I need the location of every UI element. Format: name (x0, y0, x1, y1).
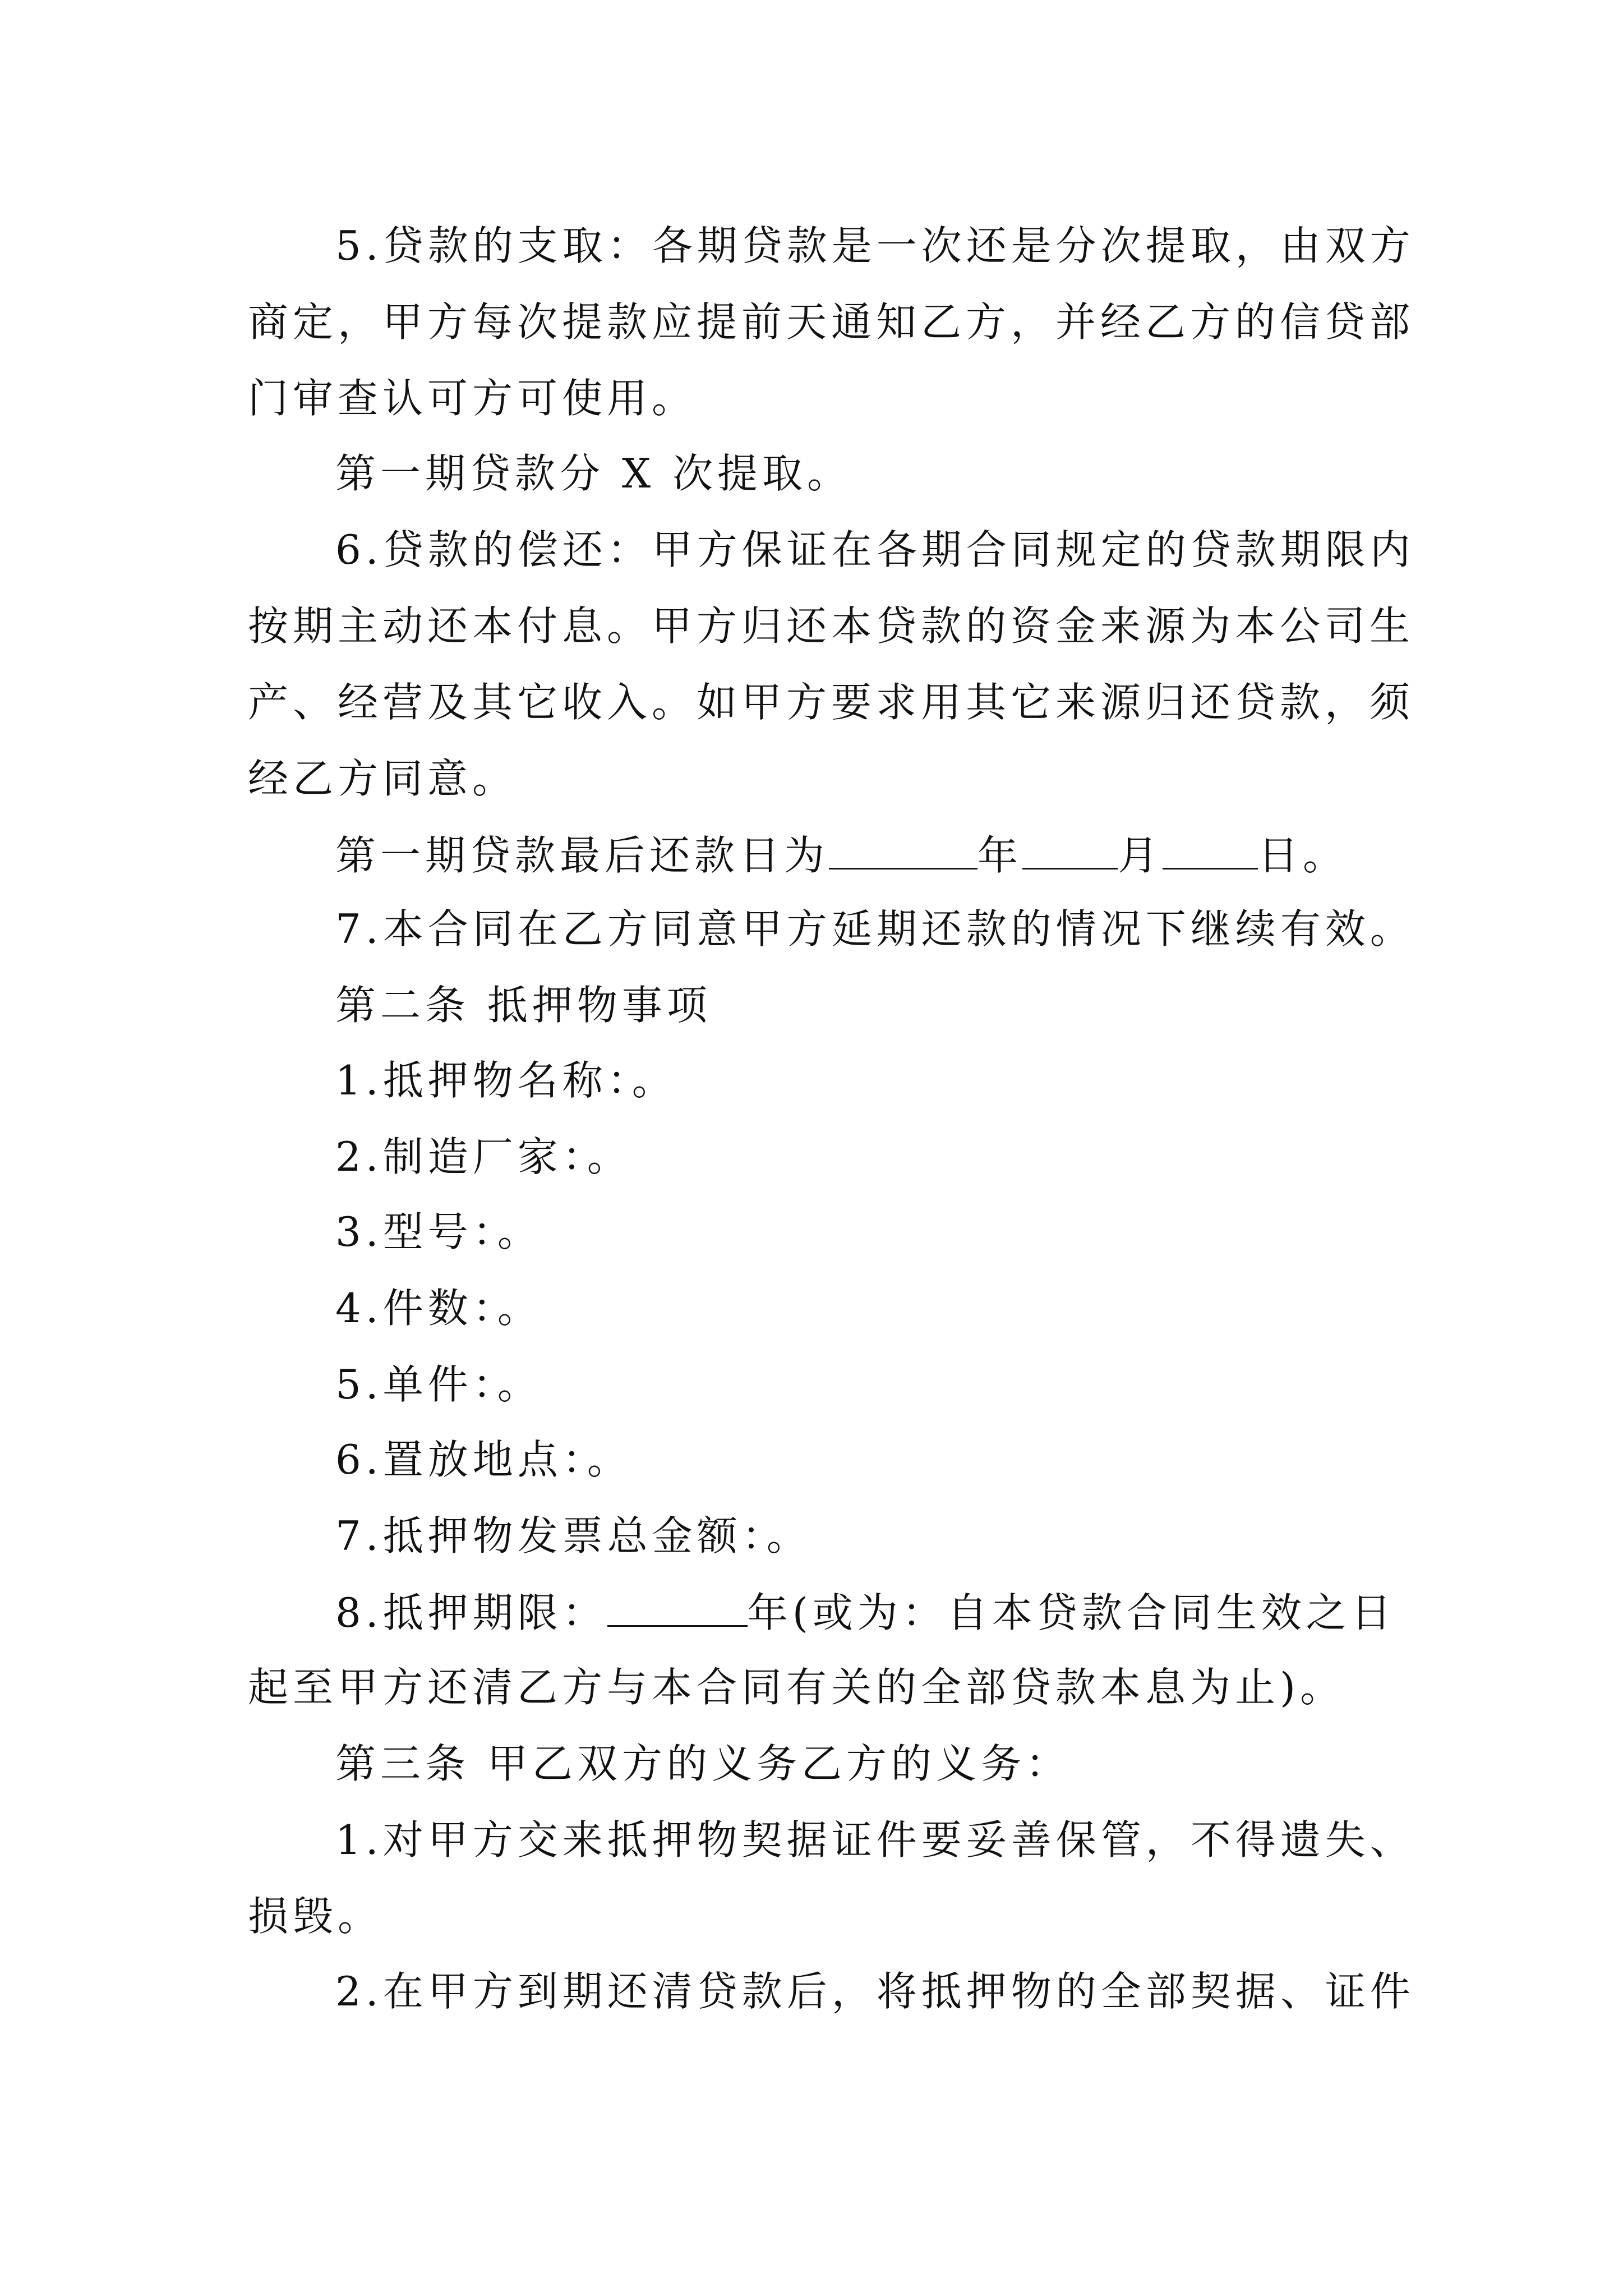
mortgage-term-label: 8.抵押期限： (335, 1589, 607, 1637)
collateral-item-3: 3.型号：。 (335, 1208, 542, 1255)
collateral-item-6: 6.置放地点：。 (335, 1436, 632, 1483)
month-blank (1022, 834, 1118, 869)
article-2-heading: 第二条 抵押物事项 (335, 982, 712, 1029)
collateral-item-4: 4.件数：。 (335, 1285, 542, 1332)
collateral-item-8-line-1 (335, 1589, 1396, 1637)
paragraph-7: 7.本合同在乙方同意甲方延期还款的情况下继续有效。 (335, 905, 1415, 953)
obligation-2-line-1: 2.在甲方到期还清贷款后，将抵押物的全部契据、证件 (335, 1968, 1415, 2015)
year-label: 年 (978, 832, 1023, 880)
collateral-item-8-line-2: 起至甲方还清乙方与本合同有关的全部贷款本息为止)。 (248, 1664, 1345, 1711)
collateral-item-1: 1.抵押物名称：。 (335, 1057, 677, 1104)
obligation-1-line-2: 损毁。 (248, 1893, 383, 1940)
collateral-item-7: 7.抵押物发票总金额：。 (335, 1512, 811, 1559)
mortgage-term-text: 年(或为：自本贷款合同生效之日 (747, 1589, 1396, 1637)
paragraph-6-line-4: 经乙方同意。 (248, 755, 518, 802)
day-blank (1163, 834, 1258, 869)
mortgage-term-blank (607, 1591, 748, 1627)
day-label: 日。 (1258, 832, 1348, 880)
paragraph-6-line-3: 产、经营及其它收入。如甲方要求用其它来源归还贷款，须 (248, 679, 1415, 726)
paragraph-6-line-1: 6.贷款的偿还：甲方保证在各期合同规定的贷款期限内 (335, 526, 1415, 573)
paragraph-5-line-1: 5.贷款的支取：各期贷款是一次还是分次提取，由双方 (335, 222, 1415, 269)
month-label: 月 (1118, 832, 1163, 880)
paragraph-5-line-3: 门审查认可方可使用。 (248, 375, 697, 422)
collateral-item-2: 2.制造厂家：。 (335, 1133, 632, 1180)
paragraph-5-note: 第一期贷款分 X 次提取。 (335, 450, 852, 497)
repayment-date-label: 第一期贷款最后还款日为 (335, 832, 829, 880)
paragraph-5-line-2: 商定，甲方每次提款应提前天通知乙方，并经乙方的信贷部 (248, 298, 1415, 346)
paragraph-6-line-2: 按期主动还本付息。甲方归还本贷款的资金来源为本公司生 (248, 602, 1415, 650)
article-3-heading: 第三条 甲乙双方的义务乙方的义务： (335, 1740, 1071, 1787)
obligation-1-line-1: 1.对甲方交来抵押物契据证件要妥善保管，不得遗失、 (335, 1816, 1415, 1864)
repayment-date-line (335, 832, 1348, 880)
year-blank (829, 834, 978, 869)
collateral-item-5: 5.单件：。 (335, 1361, 542, 1408)
